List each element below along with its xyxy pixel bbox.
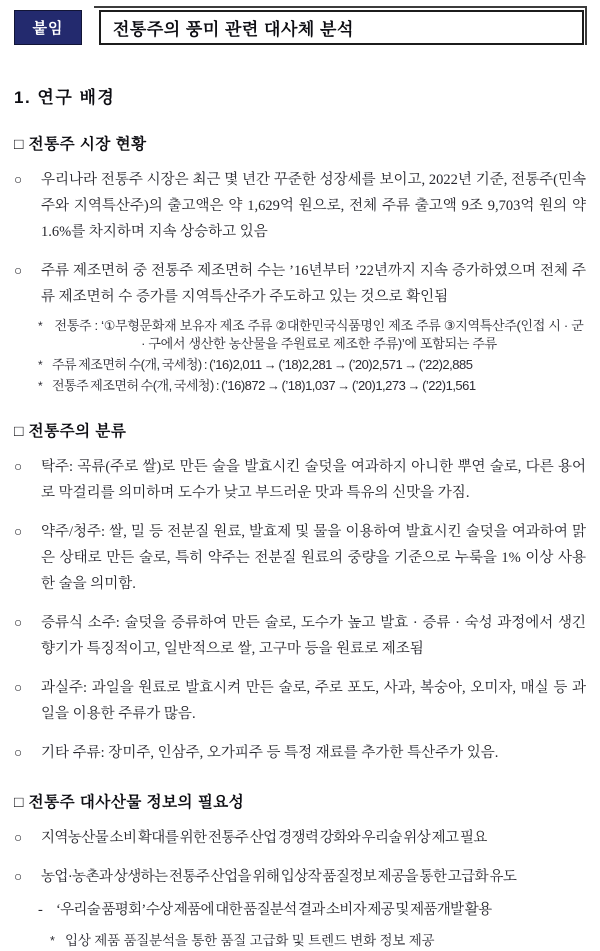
bullet-market-size	[14, 167, 586, 245]
bullet-local-produce	[14, 825, 586, 851]
footnote-text: 전통주 제조면허 수(개, 국세청) : (’16)872 → (’18)1,037 → (’20)1,273 → (’22)1,561	[52, 378, 476, 393]
bullet-license-trend	[14, 258, 586, 310]
circle-marker: ○	[14, 745, 23, 760]
attachment-badge	[14, 10, 82, 45]
sub-item-award-analysis	[14, 898, 586, 923]
bullet-text: 우리나라 전통주 시장은 최근 몇 년간 꾸준한 성장세를 보이고, 2022년 기준, 전통주(민속주와 지역특산주)의 출고액은 약 1,629억 원으로, 전체 주류 출고액 9조 9,703억 원의 약 1.6%를 차지하며 지속 상승하고 있음	[41, 172, 586, 240]
footnote-text: 전통주 : ‘①무형문화재 보유자 제조 주류 ②대한민국식품명인 제조 주류 ③지역특산주(인접 시 · 군 · 구에서 생산한 농산물을 주원료로 제조한 주류)’에 포함되는 주류	[54, 318, 584, 351]
sub-item-text: 입상 제품 품질분석을 통한 품질 고급화 및 트렌드 변화 정보 제공	[65, 933, 435, 948]
footnotes	[14, 317, 586, 395]
bullet-text: 과실주: 과일을 원료로 발효시켜 만든 술로, 주로 포도, 사과, 복숭아, 오미자, 매실 등 과일을 이용한 주류가 많음.	[41, 680, 586, 722]
bullet-distilled-soju	[14, 610, 586, 662]
bullet-yakju-cheongju	[14, 519, 586, 597]
bullet-other-liquors	[14, 740, 586, 766]
bullet-text: 지역농산물 소비 확대를 위한 전통주 산업 경쟁력 강화와 우리술 위상 제고 필요	[41, 830, 487, 846]
footnote-definition	[14, 317, 586, 353]
asterisk-marker: *	[38, 379, 43, 393]
bullet-text: 기타 주류: 장미주, 인삼주, 오가피주 등 특정 재료를 추가한 특산주가 있음.	[41, 745, 499, 761]
asterisk-marker: *	[38, 319, 43, 333]
bullet-takju	[14, 454, 586, 506]
circle-marker: ○	[14, 263, 23, 278]
circle-marker: ○	[14, 459, 23, 474]
bullet-text: 약주/청주: 쌀, 밀 등 전분질 원료, 발효제 및 물을 이용하여 발효시킨 술덧을 여과하여 맑은 상태로 만든 술로, 특히 약주는 전분질 원료의 중량을 기준으로 누룩을 1% 이상 사용한 술을 의미함.	[41, 524, 586, 592]
footnote-traditional-licenses	[14, 377, 586, 395]
attachment-badge-label: 붙임	[32, 20, 64, 37]
bullet-fruit-wine	[14, 675, 586, 727]
bullet-quality-info	[14, 864, 586, 890]
bullet-text: 주류 제조면허 중 전통주 제조면허 수는 ’16년부터 ’22년까지 지속 증가하였으며 전체 주류 제조면허 수 증가를 지역특산주가 주도하고 있는 것으로 확인됨	[41, 263, 586, 305]
section-title-classification: □ 전통주의 분류	[14, 423, 127, 440]
bullet-text: 증류식 소주: 술덧을 증류하여 만든 술로, 도수가 높고 발효 · 증류 · 숙성 과정에서 생긴 향기가 특징적이고, 일반적으로 쌀, 고구마 등을 원료로 제조됨	[41, 615, 586, 657]
circle-marker: ○	[14, 869, 23, 884]
asterisk-marker: *	[38, 358, 43, 372]
bullet-text: 농업·농촌과 상생하는 전통주 산업을 위해 입상작 품질정보 제공을 통한 고급화 유도	[41, 869, 517, 885]
dash-marker: -	[38, 902, 43, 918]
section-title-market: □ 전통주 시장 현황	[14, 136, 147, 153]
title-box	[99, 10, 584, 45]
circle-marker: ○	[14, 172, 23, 187]
document-header	[14, 10, 584, 45]
chapter-heading: 1. 연구 배경	[14, 88, 116, 107]
circle-marker: ○	[14, 524, 23, 539]
section-title-necessity: □ 전통주 대사산물 정보의 필요성	[14, 794, 245, 811]
circle-marker: ○	[14, 615, 23, 630]
bullet-text: 탁주: 곡류(주로 쌀)로 만든 술을 발효시킨 술덧을 여과하지 아니한 뿌연 술로, 다른 용어로 막걸리를 의미하며 도수가 낮고 부드러운 맛과 특유의 신맛을 가짐.	[41, 459, 586, 501]
sub-item-trend-info	[14, 931, 586, 951]
page-title: 전통주의 풍미 관련 대사체 분석	[113, 20, 354, 39]
footnote-liquor-licenses	[14, 356, 586, 374]
sub-item-text: ‘우리술 품평회’ 수상 제품에 대한 품질분석 결과 소비자 제공 및 제품개발 활용	[56, 902, 492, 918]
footnote-text: 주류 제조면허 수(개, 국세청) : (’16)2,011 → (’18)2,281 → (’20)2,571 → (’22)2,885	[52, 357, 473, 372]
circle-marker: ○	[14, 830, 23, 845]
circle-marker: ○	[14, 680, 23, 695]
asterisk-marker: *	[50, 934, 55, 948]
